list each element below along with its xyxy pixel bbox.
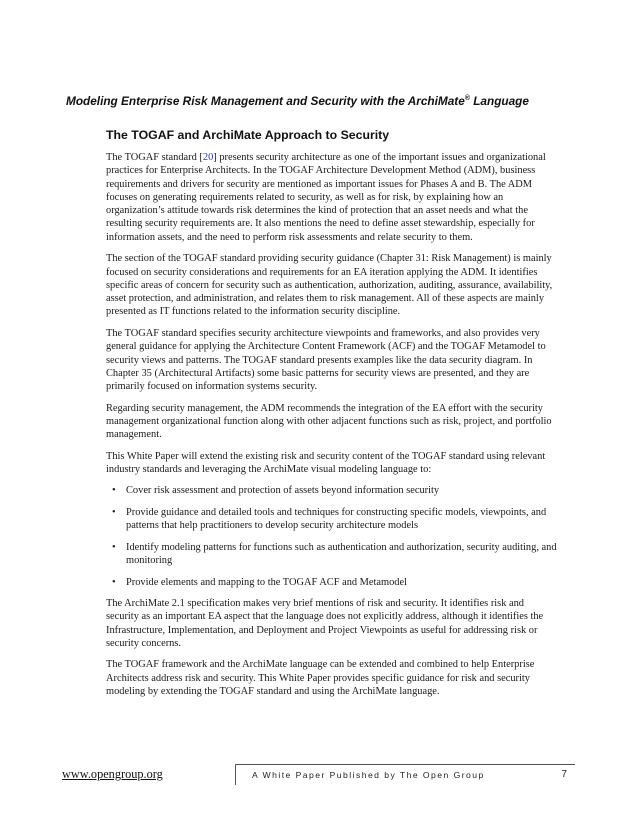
paragraph-viewpoints: The TOGAF standard specifies security architecture viewpoints and frameworks, and also provides very general guidance for applying the Architecture Content Framework (ACF) and the TOGAF Metamodel to security views and patterns. The TOGAF standard presents examples like the data security diagram. In Chapter 35 (Architectural Artifacts) some basic patterns for security views are presented, and they are primarily focused on information systems security. [106,327,546,393]
paragraph-archimate-spec: The ArchiMate 2.1 specification makes very brief mentions of risk and security. It identifies risk and security as an important EA aspect that the language does not explicitly address, although it identifies the Infrastructure, Implementation, and Deployment and Project Viewpoints as useful for addressing risk or security concerns. [106,598,544,649]
list-item [112,541,558,568]
list-item-text: Identify modeling patterns for functions such as authentication and authorization, security auditing, and monitoring [126,541,557,567]
document-title-suffix: Language [469,94,529,108]
reference-link[interactable]: 20 [202,152,214,163]
running-header [66,94,586,108]
website-link[interactable]: www.opengroup.org [62,767,163,781]
page-number: 7 [561,769,567,780]
bullet-icon: • [112,576,116,588]
list-item [112,506,558,533]
bullet-icon: • [112,506,116,518]
section-heading: The TOGAF and ArchiMate Approach to Security [106,128,390,142]
page-footer [62,764,574,786]
paragraph-conclusion: The TOGAF framework and the ArchiMate language can be extended and combined to help Enterprise Architects address risk and security. This White Paper provides specific guidance for risk and security modeling by extending the TOGAF standard and using the ArchiMate language. [106,659,535,697]
paragraph-text: The TOGAF standard [ [106,152,203,163]
paragraph-togaf-intro [106,151,558,244]
list-item [112,576,558,589]
list-item-text: Provide guidance and detailed tools and techniques for constructing specific models, viewpoints, and patterns that help practitioners to develop security architecture models [126,506,547,532]
scope-bullet-list [106,484,558,588]
publisher-line: A White Paper Published by The Open Group [252,770,485,780]
list-item-text: Cover risk assessment and protection of assets beyond information security [126,485,440,497]
list-item [112,484,558,497]
document-title: Modeling Enterprise Risk Management and Security with the ArchiMate [66,94,465,108]
footer-publisher-box [235,764,575,785]
registered-mark: ® [464,95,470,102]
paragraph-security-guidance: The section of the TOGAF standard providing security guidance (Chapter 31: Risk Management) is mainly focused on security considerations and requirements for an EA iteration applying the ADM. It identifies specific areas of concern for security such as authentication, authorization, auditing, assurance, availability, asset protection, and administration, and relates them to risk management. All of these aspects are mainly presented as IT functions related to the information security discipline. [106,253,553,318]
main-content [106,128,558,706]
paragraph-security-management: Regarding security management, the ADM recommends the integration of the EA effort with the security management organizational function along with other adjacent functions such as risk, project, and portfolio management. [106,402,552,441]
paragraph-text: ] presents security architecture as one of the important issues and organizational practices for Enterprise Architects. In the TOGAF Architecture Development Method (ADM), business requirements and drivers for security are mentioned as important issues for Phases A and B. The ADM focuses on generating requirements related to security, as well as for risk, by explaining how an organization’s attitude towards risk determines the kind of protection that an asset needs and what the resulting security requirements are. It also mentions the need to define asset stewardship, especially for information assets, and the need to perform risk assessments and relate security to them. [106,152,546,243]
bullet-icon: • [112,541,116,553]
bullet-icon: • [112,485,116,497]
paragraph-white-paper-scope: This White Paper will extend the existing risk and security content of the TOGAF standard using relevant industry standards and leveraging the ArchiMate visual modeling language to: [106,450,546,475]
list-item-text: Provide elements and mapping to the TOGAF ACF and Metamodel [126,576,407,588]
